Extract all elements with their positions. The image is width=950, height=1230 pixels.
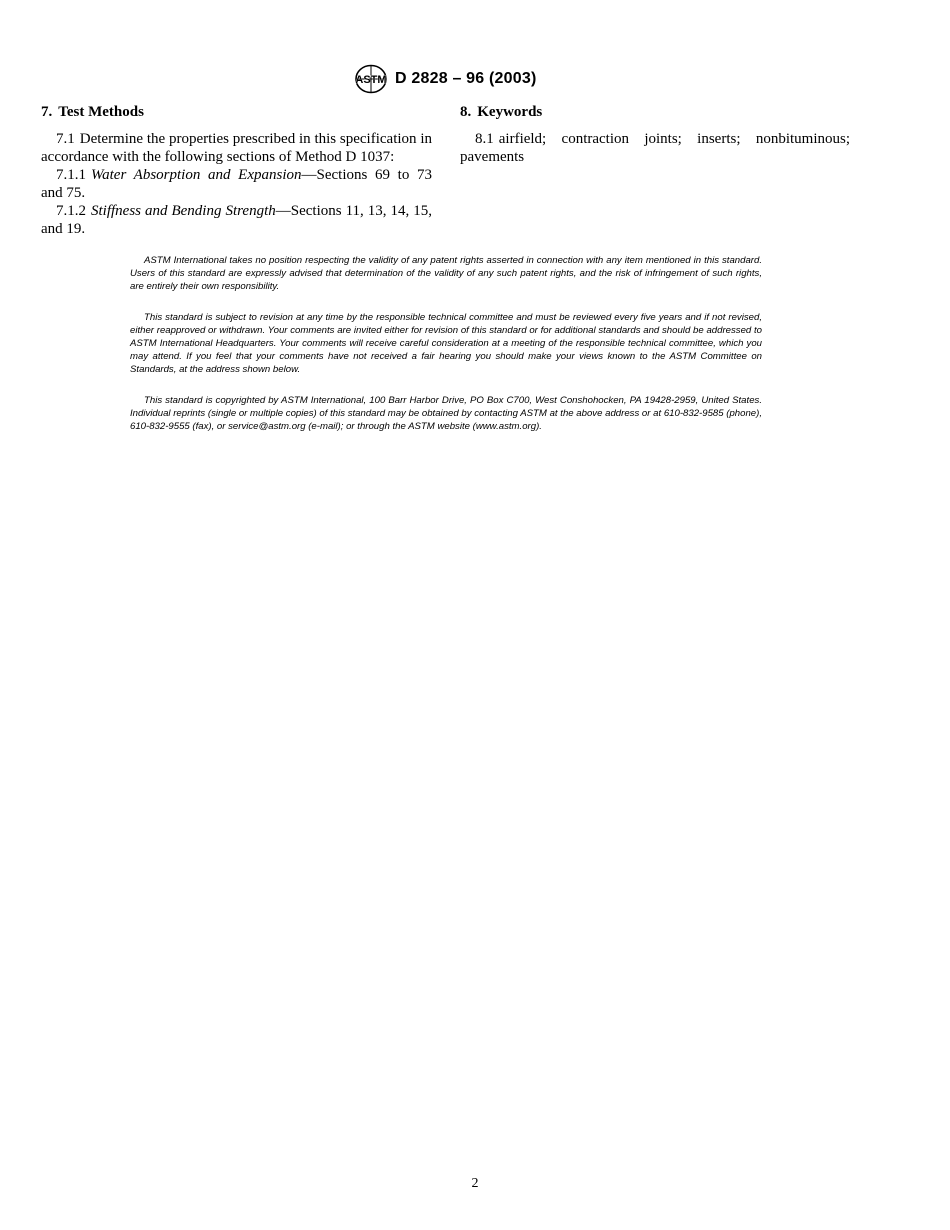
section-number: 8. <box>460 104 472 120</box>
paragraph-number: 8.1 <box>475 131 494 147</box>
paragraph-number: 7.1 <box>56 131 75 147</box>
paragraph-italic-title: Stiffness and Bending Strength <box>91 203 276 219</box>
legal-notices <box>130 254 762 451</box>
section-heading-keywords <box>460 102 850 122</box>
paragraph-7-1-1 <box>41 166 432 202</box>
paragraph-text: airfield; contraction joints; inserts; nonbituminous; pavements <box>460 131 850 165</box>
paragraph-7-1-2 <box>41 202 432 238</box>
paragraph-text: —Sections 11, 13, 14, 15, and 19. <box>41 203 432 237</box>
right-column <box>460 102 850 166</box>
left-column <box>41 102 432 238</box>
paragraph-text: —Sections 69 to 73 and 75. <box>41 167 432 201</box>
paragraph-number: 7.1.1 <box>56 167 86 183</box>
revision-notice: This standard is subject to revision at any time by the responsible technical committee and must be reviewed every five years and if not revised, either reapproved or withdrawn. Your comments are invited either for revision of this standard or for additional standards and should be addressed to ASTM International Headquarters. Your comments will receive careful consideration at a meeting of the responsible technical committee, which you may attend. If you feel that your comments have not received a fair hearing you should make your views known to the ASTM Committee on Standards, at the address shown below. <box>130 312 762 375</box>
patent-notice: ASTM International takes no position respecting the validity of any patent rights asserted in connection with any item mentioned in this standard. Users of this standard are expressly advised that determination of the validity of any such patent rights, and the risk of infringement of such rights, are entirely their own responsibility. <box>130 255 762 292</box>
section-heading-test-methods <box>41 102 432 122</box>
astm-logo-icon <box>354 64 388 94</box>
paragraph-7-1 <box>41 130 432 166</box>
page-header <box>0 64 950 94</box>
paragraph-text: Determine the properties prescribed in this specification in accordance with the following sections of Method D 1037: <box>41 131 432 165</box>
section-title: Test Methods <box>58 104 144 120</box>
copyright-notice: This standard is copyrighted by ASTM International, 100 Barr Harbor Drive, PO Box C700, West Conshohocken, PA 19428-2959, United States. Individual reprints (single or multiple copies) of this standard may be obtained by contacting ASTM at the above address or at 610-832-9585 (phone), 610-832-9555 (fax), or service@astm.org (e-mail); or through the ASTM website (www.astm.org). <box>130 395 762 432</box>
section-number: 7. <box>41 104 53 120</box>
page-number: 2 <box>471 1176 479 1191</box>
standard-designation: D 2828 – 96 (2003) <box>395 70 537 87</box>
section-title: Keywords <box>477 104 543 120</box>
paragraph-number: 7.1.2 <box>56 203 86 219</box>
svg-text:ASTM: ASTM <box>355 74 387 86</box>
paragraph-italic-title: Water Absorption and Expansion <box>91 167 302 183</box>
paragraph-8-1 <box>460 130 850 166</box>
